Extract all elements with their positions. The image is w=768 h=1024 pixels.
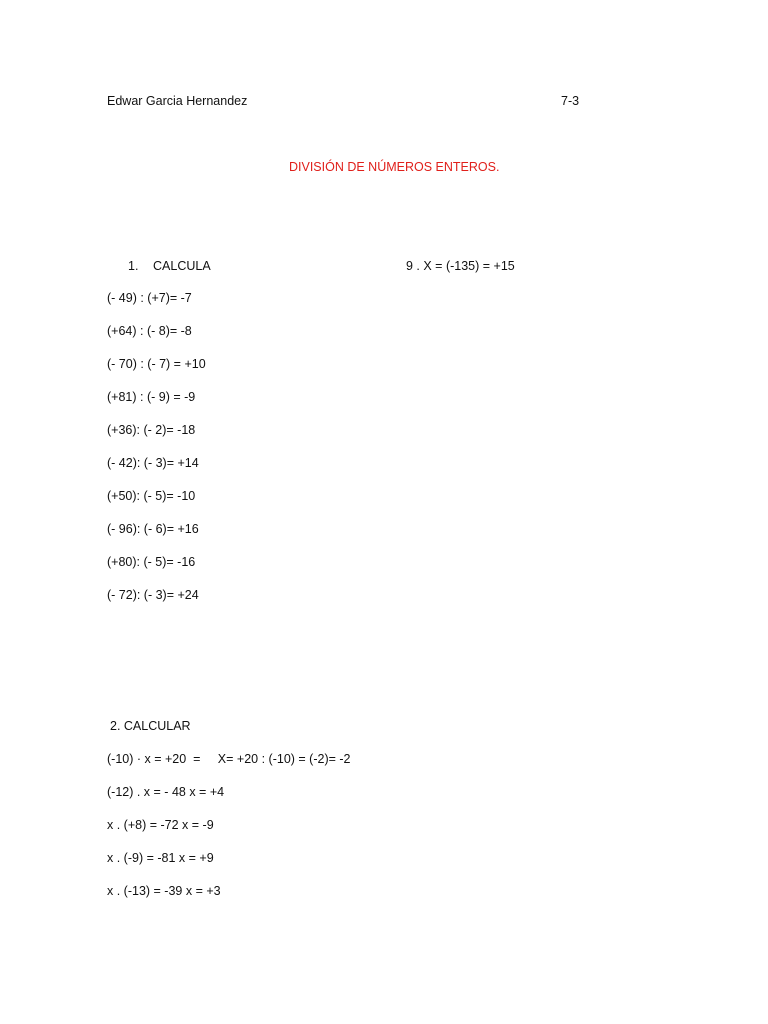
section1-number: 1.	[128, 259, 139, 273]
section1-heading: CALCULA	[153, 259, 211, 273]
list-item: (- 42): (- 3)= +14	[107, 456, 199, 470]
list-item: (-10) · x = +20 = X= +20 : (-10) = (-2)= -2	[107, 752, 351, 766]
list-item: x . (+8) = -72 x = -9	[107, 818, 214, 832]
list-item: (+50): (- 5)= -10	[107, 489, 196, 503]
list-item: (- 70) : (- 7) = +10	[107, 357, 206, 371]
list-item: (- 96): (- 6)= +16	[107, 522, 199, 536]
author-name: Edwar Garcia Hernandez	[107, 94, 248, 108]
list-item: (- 49) : (+7)= -7	[107, 291, 192, 305]
section2-heading: 2. CALCULAR	[110, 719, 191, 733]
list-item: (-12) . x = - 48 x = +4	[107, 785, 225, 799]
list-item: (+64) : (- 8)= -8	[107, 324, 192, 338]
list-item: (+81) : (- 9) = -9	[107, 390, 196, 404]
list-item: (- 72): (- 3)= +24	[107, 588, 199, 602]
list-item: (+36): (- 2)= -18	[107, 423, 196, 437]
section1-side-item: 9 . X = (-135) = +15	[406, 259, 515, 273]
list-item: x . (-9) = -81 x = +9	[107, 851, 214, 865]
page-title: DIVISIÓN DE NÚMEROS ENTEROS.	[289, 160, 500, 174]
list-item: x . (-13) = -39 x = +3	[107, 884, 221, 898]
list-item: (+80): (- 5)= -16	[107, 555, 196, 569]
group-label: 7-3	[561, 94, 580, 108]
